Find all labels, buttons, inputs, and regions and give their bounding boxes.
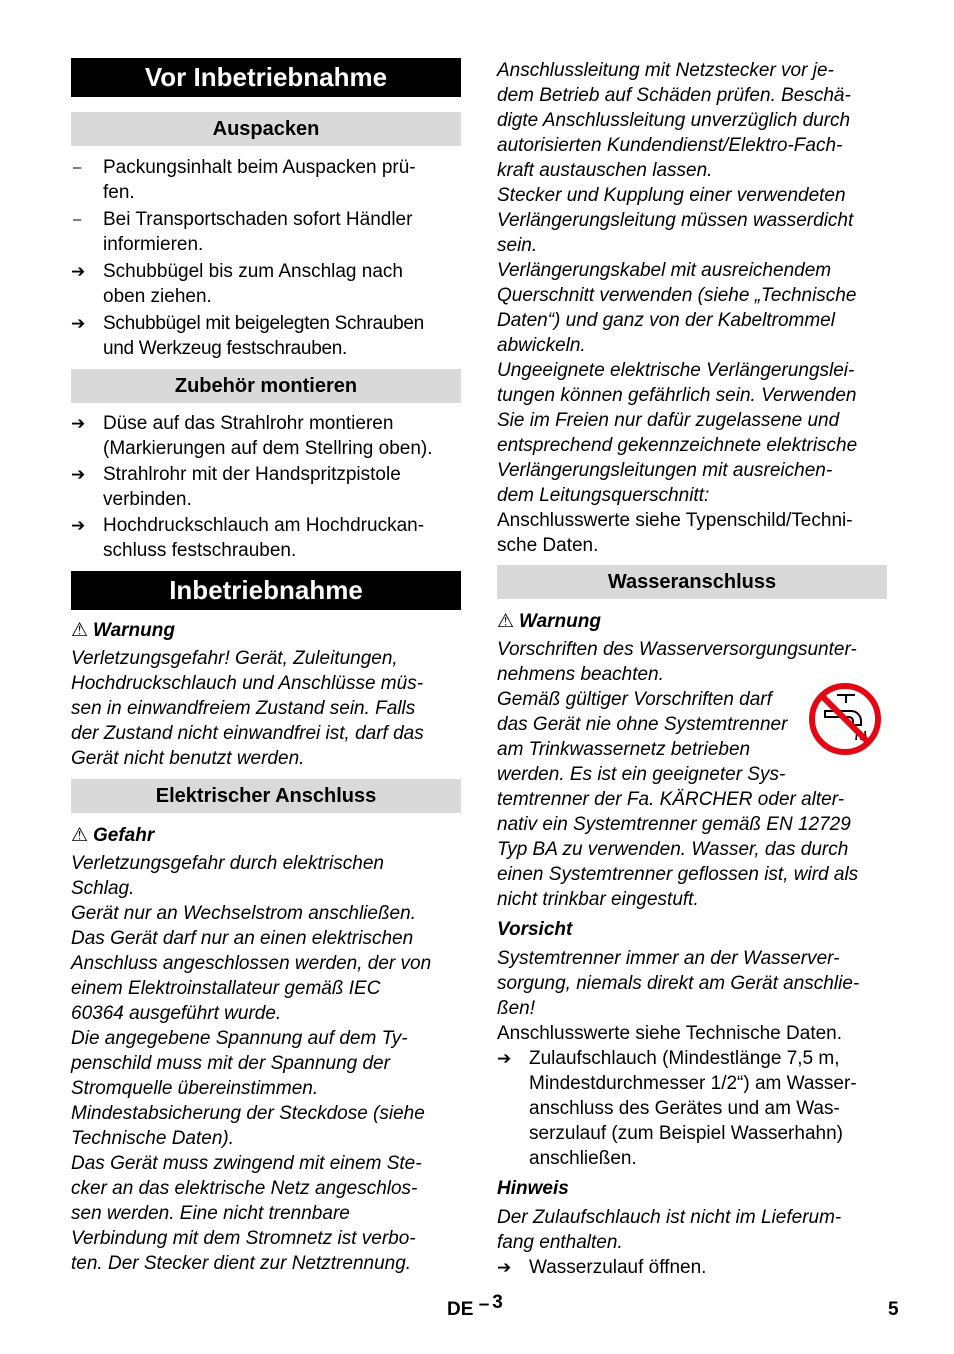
- list-item: [71, 513, 461, 563]
- note-text: Der Zulaufschlauch ist nicht im Lieferum- fang enthalten.: [497, 1207, 842, 1253]
- page-number: 5: [888, 1299, 899, 1320]
- danger-text: Verletzungsgefahr durch elektrischen Schlag. Gerät nur an Wechselstrom anschließen. Das Gerät darf nur an einen elektrischen Anschluss angeschlossen werden, der von einem Elektroinstallateur gemäß IEC 60364 ausgeführt wurde. Die angegebene Spannung auf dem Ty- penschild muss mit der Spannung der Stromquelle übereinstimmen. Mindestabsicherung der Steckdose (siehe Technische Daten). Das Gerät muss zwingend mit einem Ste- cker an das elektrische Netz angeschlos- sen werden. Eine nicht trennbare Verbindung mit dem Stromnetz ist verbo- ten. Der Stecker dient zur Netztrennung.: [71, 853, 432, 1274]
- arrow-right-icon: ➔: [497, 1258, 512, 1277]
- section-title-inbetriebnahme: Inbetriebnahme: [71, 571, 461, 610]
- system-separator-text: Gemäß gültiger Vorschriften darf das Gerät nie ohne Systemtrenner am Trinkwassernetz betrieben werden. Es ist ein geeigneter Sys- temtrenner der Fa. KÄRCHER oder alter- nativ ein Systemtrenner gemäß EN 12729 Typ BA zu verwenden. Wasser, das durch einen Systemtrenner geflossen ist, wird als nicht trinkbar eingestuft.: [497, 689, 859, 910]
- list-item: [71, 411, 461, 461]
- connection-values-text: Anschlusswerte siehe Technische Daten.: [497, 1023, 843, 1044]
- subsection-title-zubehoer: Zubehör montieren: [71, 369, 461, 403]
- list-item-text: Schubbügel bis zum Anschlag nach oben ziehen.: [103, 261, 403, 307]
- list-item-text: Schubbügel mit beigelegten Schrauben und Werkzeug festschrauben.: [103, 313, 424, 359]
- footer-dash: –: [478, 1294, 490, 1315]
- warning-heading: [497, 609, 887, 634]
- list-item-text: Wasserzulauf öffnen.: [529, 1257, 707, 1278]
- list-item: [71, 155, 461, 205]
- warning-label: Warnung: [93, 620, 175, 641]
- list-item-text: Hochdruckschlauch am Hochdruckan- schluss festschrauben.: [103, 515, 425, 561]
- dash-bullet-icon: –: [73, 211, 82, 228]
- list-item-text: Bei Transportschaden sofort Händler informieren.: [103, 209, 413, 255]
- list-item: [71, 207, 461, 257]
- arrow-right-icon: ➔: [71, 414, 86, 433]
- arrow-right-icon: ➔: [71, 516, 86, 535]
- zubehoer-list: [71, 411, 461, 563]
- subsection-title-wasseranschluss: Wasseranschluss: [497, 565, 887, 599]
- list-item: [497, 1255, 887, 1280]
- warning-triangle-icon: ⚠: [71, 825, 89, 846]
- dash-bullet-icon: –: [73, 159, 82, 176]
- list-item: [71, 462, 461, 512]
- auspacken-list: [71, 155, 461, 361]
- footer-language: [447, 1292, 503, 1322]
- subsection-title-auspacken: Auspacken: [71, 112, 461, 146]
- drinking-water-warning-block: [497, 687, 887, 912]
- arrow-right-icon: ➔: [71, 465, 86, 484]
- warning-text: Verletzungsgefahr! Gerät, Zuleitungen, Hochdruckschlauch und Anschlüsse müs- sen in einwandfreiem Zustand sein. Falls der Zustand nicht einwandfrei ist, darf das Gerät nicht benutzt werden.: [71, 648, 424, 769]
- caution-text: Systemtrenner immer an der Wasserver- sorgung, niemals direkt am Gerät anschlie- ßen!: [497, 948, 860, 1019]
- arrow-right-icon: ➔: [497, 1049, 512, 1068]
- note-label: Hinweis: [497, 1178, 569, 1199]
- warning-triangle-icon: ⚠: [71, 620, 89, 641]
- warning-label: Warnung: [519, 611, 601, 632]
- right-column: [497, 58, 887, 1280]
- list-item: [71, 311, 461, 361]
- list-item-text: Zulaufschlauch (Mindestlänge 7,5 m, Mindestdurchmesser 1/2“) am Wasser- anschluss des Gerätes und am Was- serzulauf (zum Beispiel Wasserhahn) anschließen.: [529, 1048, 857, 1169]
- arrow-right-icon: ➔: [71, 262, 86, 281]
- left-column: [71, 58, 461, 1276]
- danger-label: Gefahr: [93, 825, 155, 846]
- caution-label: Vorsicht: [497, 919, 573, 940]
- list-item-text: Düse auf das Strahlrohr montieren (Markierungen auf dem Stellring oben).: [103, 413, 433, 459]
- footer-sub-page: 3: [492, 1292, 503, 1313]
- connection-values-text: Anschlusswerte siehe Typenschild/Techni- sche Daten.: [497, 510, 853, 556]
- arrow-right-icon: ➔: [71, 314, 86, 333]
- warning-triangle-icon: ⚠: [497, 611, 515, 632]
- list-item: [71, 259, 461, 309]
- list-item: [497, 1046, 887, 1171]
- warning-text: Vorschriften des Wasserversorgungsunter- nehmens beachten.: [497, 639, 857, 685]
- subsection-title-elektrischer-anschluss: Elektrischer Anschluss: [71, 779, 461, 813]
- electrical-continued-text: Anschlussleitung mit Netzstecker vor je- dem Betrieb auf Schäden prüfen. Beschä- digte Anschlussleitung unverzüglich durch autorisierten Kundendienst/Elektro-Fach- kraft austauschen lassen. Stecker und Kupplung einer verwendeten Verlängerungsleitung müssen wasserdicht sein. Verlängerungskabel mit ausreichendem Querschnitt verwenden (siehe „Technische Daten“) und ganz von der Kabeltrommel abwickeln. Ungeeignete elektrische Verlängerungslei- tungen können gefährlich sein. Verwenden Sie im Freien nur dafür zugelassene und entsprechend gekennzeichnete elektrische Verlängerungsleitungen mit ausreichen- dem Leitungsquerschnitt:: [497, 60, 858, 506]
- list-item-text: Packungsinhalt beim Auspacken prü- fen.: [103, 157, 416, 203]
- footer-lang: DE: [447, 1299, 474, 1320]
- no-drinking-water-icon: [807, 681, 883, 757]
- danger-heading: [71, 823, 461, 848]
- warning-heading: [71, 618, 461, 643]
- list-item-text: Strahlrohr mit der Handspritzpistole verbinden.: [103, 464, 401, 510]
- section-title-vor-inbetriebnahme: Vor Inbetriebnahme: [71, 58, 461, 97]
